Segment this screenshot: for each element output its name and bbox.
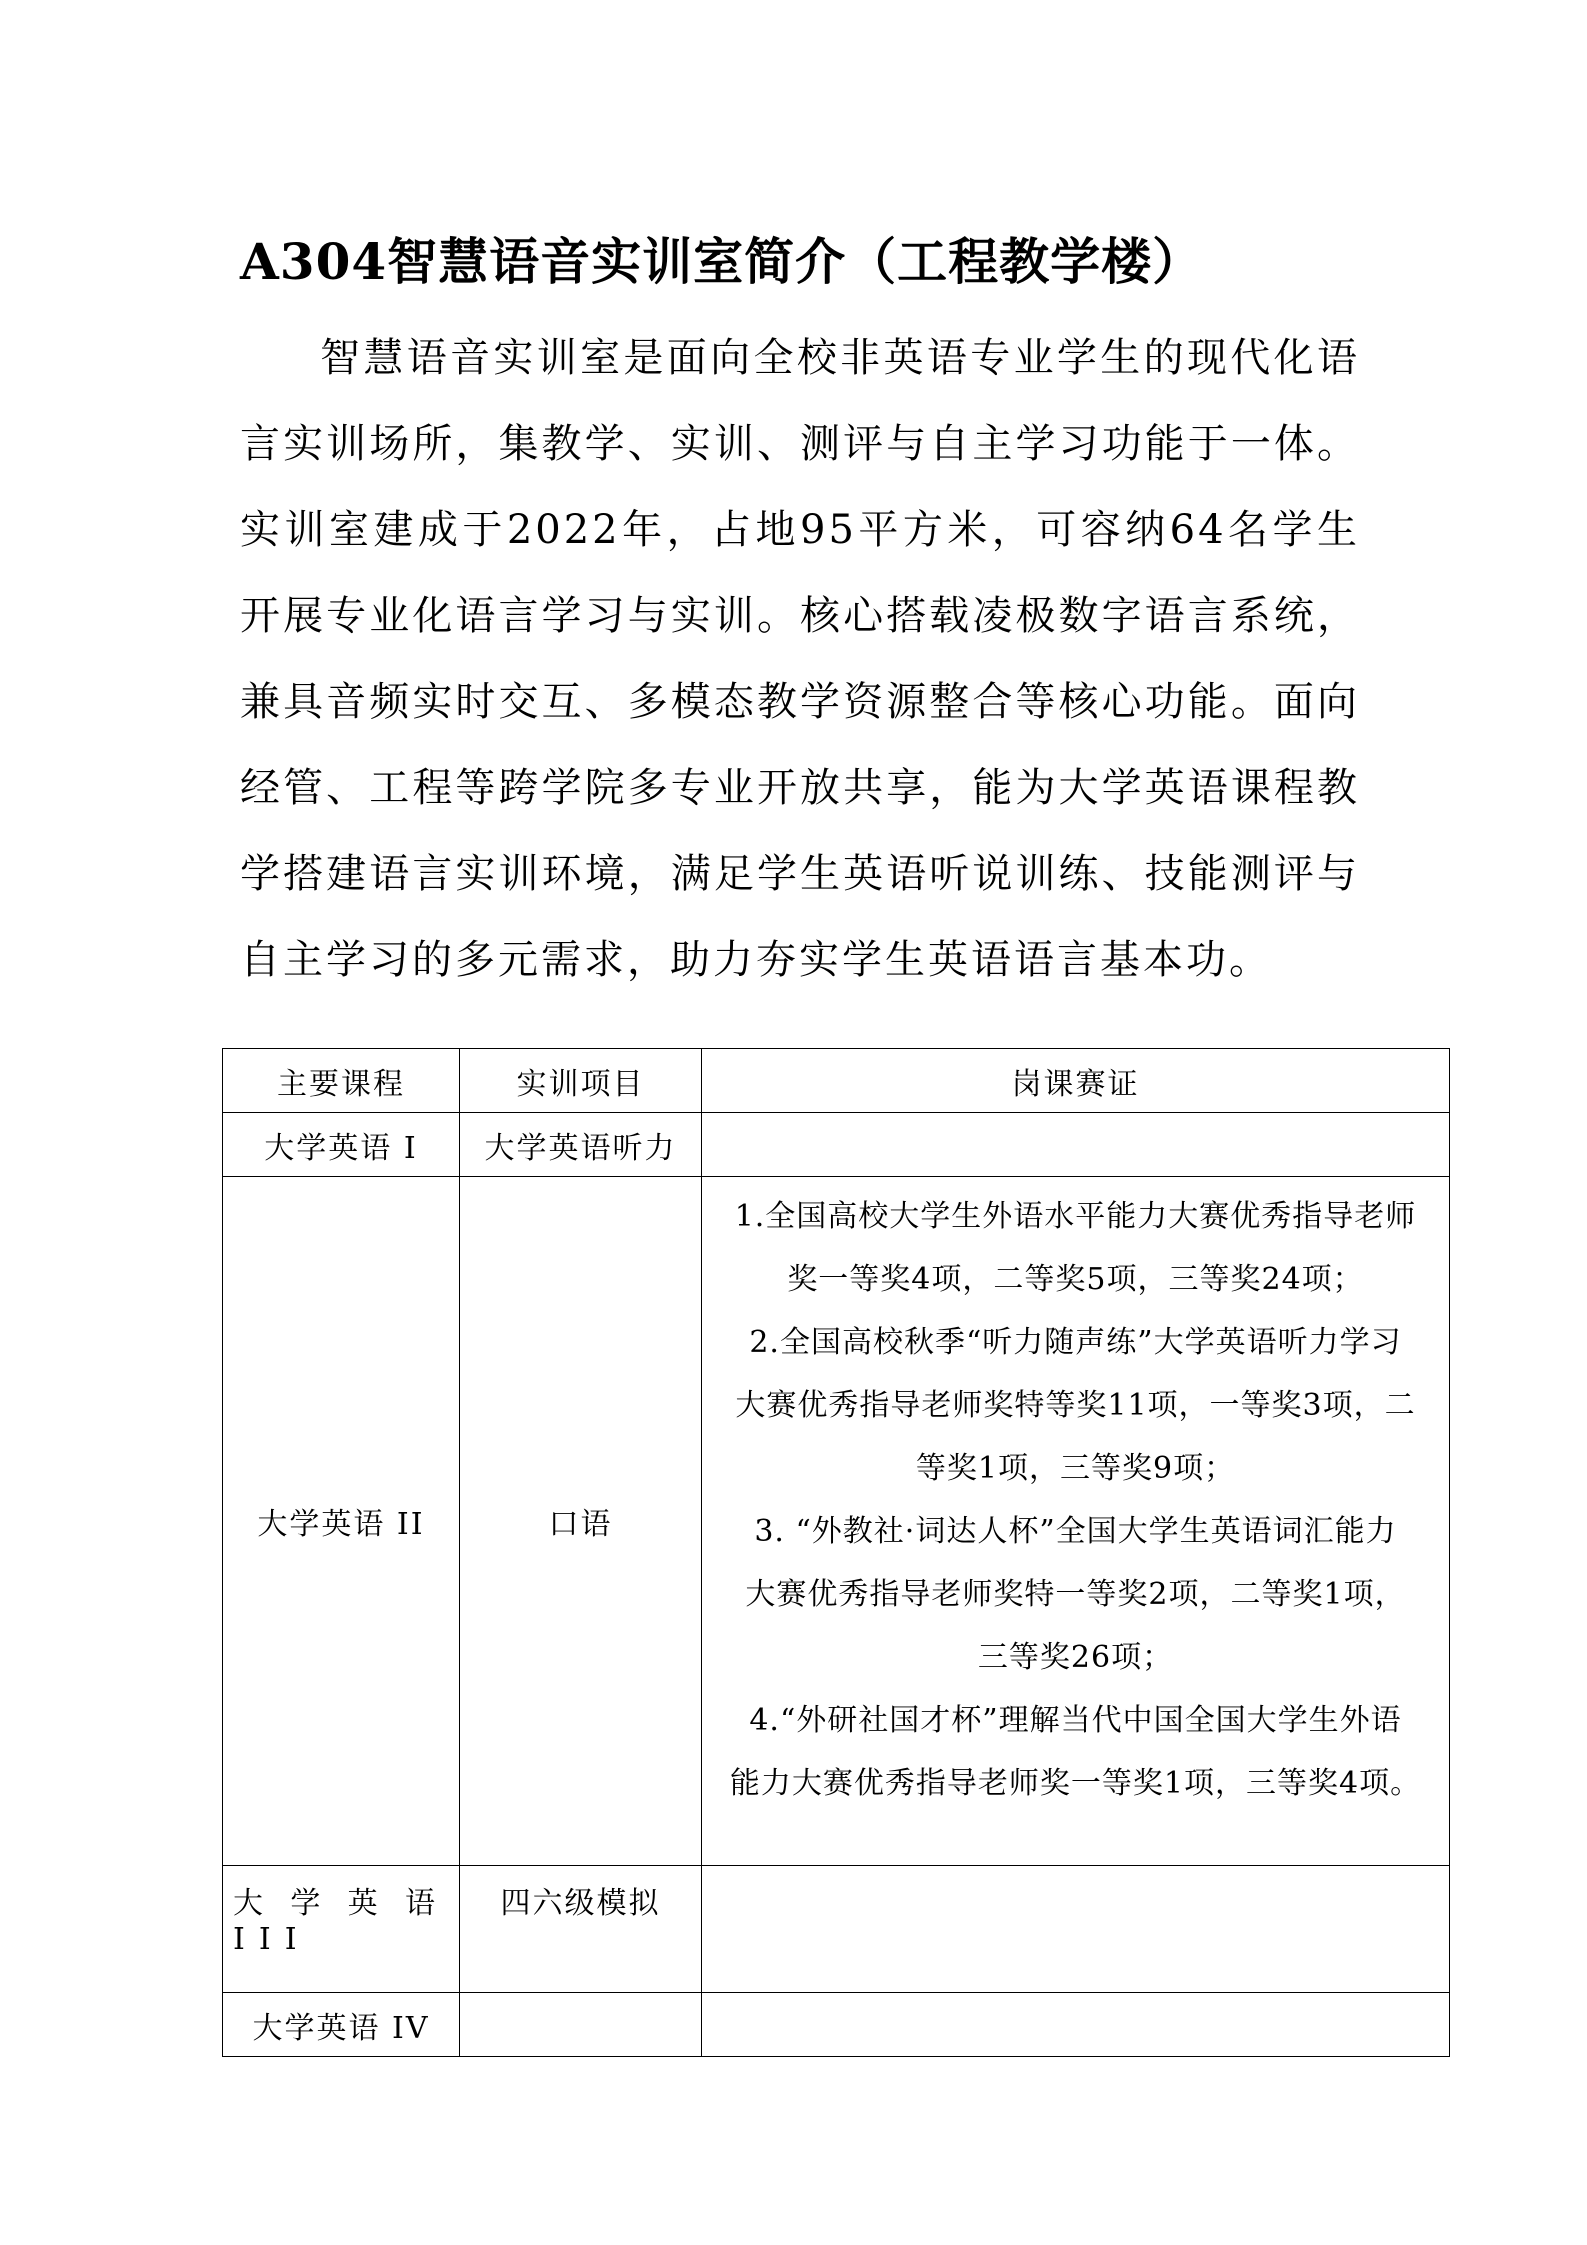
table-row xyxy=(223,1993,1450,2057)
course-table xyxy=(222,1048,1450,2057)
table-header-row xyxy=(223,1049,1450,1113)
course-cell: 大学英语 II xyxy=(223,1177,460,1866)
award-line: 等奖1项，三等奖9项； xyxy=(915,1451,1236,1486)
project-cell xyxy=(460,1993,702,2057)
award-line: 大赛优秀指导老师奖特一等奖2项，二等奖1项， xyxy=(745,1577,1406,1612)
awards-cell xyxy=(702,1113,1450,1177)
intro-paragraph: 智慧语音实训室是面向全校非英语专业学生的现代化语言实训场所，集教学、实训、测评与自主学习功能于一体。实训室建成于2022年，占地95平方米，可容纳64名学生开展专业化语言学习与实训。核心搭载凌极数字语言系统，兼具音频实时交互、多模态教学资源整合等核心功能。面向经管、工程等跨学院多专业开放共享，能为大学英语课程教学搭建语言实训环境，满足学生英语听说训练、技能测评与自主学习的多元需求，助力夯实学生英语语言基本功。 xyxy=(240,335,1360,983)
table-row xyxy=(223,1113,1450,1177)
header-training-project: 实训项目 xyxy=(460,1049,702,1113)
award-line: 4.“外研社国才杯”理解当代中国全国大学生外语 xyxy=(749,1703,1402,1738)
awards-cell xyxy=(702,1993,1450,2057)
award-line: 三等奖26项； xyxy=(977,1640,1174,1675)
header-main-course: 主要课程 xyxy=(223,1049,460,1113)
page-title: A304智慧语音实训室简介（工程教学楼） xyxy=(240,232,1204,291)
award-line: 3. “外教社·词达人杯”全国大学生英语词汇能力 xyxy=(754,1514,1397,1549)
awards-cell xyxy=(702,1866,1450,1993)
award-line: 1.全国高校大学生外语水平能力大赛优秀指导老师 xyxy=(734,1199,1417,1234)
course-cell: 大学英语 III xyxy=(223,1866,460,1993)
course-cell: 大学英语 I xyxy=(223,1113,460,1177)
awards-cell xyxy=(702,1177,1450,1866)
award-line: 能力大赛优秀指导老师奖一等奖1项，三等奖4项。 xyxy=(729,1766,1422,1801)
project-cell: 口语 xyxy=(460,1177,702,1866)
award-line: 奖一等奖4项，二等奖5项，三等奖24项； xyxy=(787,1262,1364,1297)
project-cell: 大学英语听力 xyxy=(460,1113,702,1177)
course-table-container xyxy=(222,1048,1449,2057)
header-awards: 岗课赛证 xyxy=(702,1049,1450,1113)
course-cell: 大学英语 IV xyxy=(223,1993,460,2057)
table-row xyxy=(223,1177,1450,1866)
award-line: 大赛优秀指导老师奖特等奖11项，一等奖3项，二 xyxy=(735,1388,1416,1423)
award-line: 2.全国高校秋季“听力随声练”大学英语听力学习 xyxy=(749,1325,1402,1360)
project-cell: 四六级模拟 xyxy=(460,1866,702,1993)
table-row xyxy=(223,1866,1450,1993)
